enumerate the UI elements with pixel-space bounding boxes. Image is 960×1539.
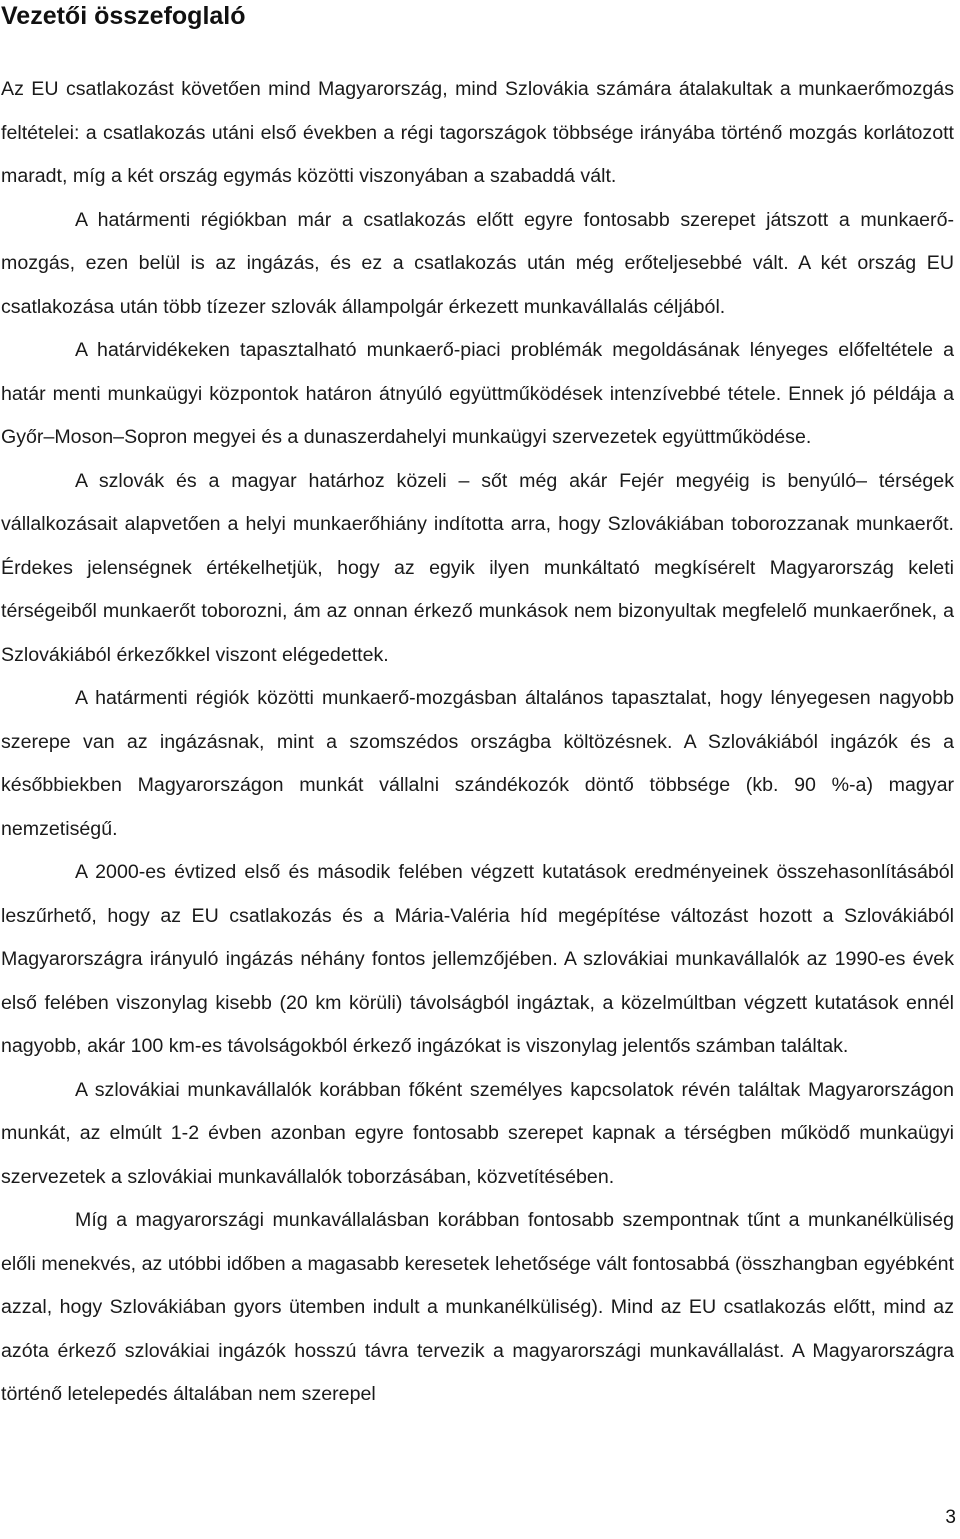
- paragraph: A határmenti régiókban már a csatlakozás előtt egyre fontosabb szerepet játszott a munkaerő-mozgás, ezen belül is az ingázás, és ez a csatlakozás után még erőteljesebbé vált. A két ország EU csatlakozása után több tízezer szlovák állampolgár érkezett munkavállalás céljából.: [1, 208, 954, 318]
- paragraph: Míg a magyarországi munkavállalásban korábban fontosabb szempontnak tűnt a munkanélküliség előli menekvés, az utóbbi időben a magasabb keresetek lehetősége vált fontosabbá (összhangban egyébként azzal, hogy Szlovákiában gyors ütemben indult a munkanélküliség). Mind az EU csatlakozás előtt, mind az azóta érkező szlovákiai ingázók hosszú távra tervezik a magyarországi munkavállalást. A Magyarországra történő letelepedés általában nem szerepel: [1, 1209, 954, 1405]
- page-title: Vezetői összefoglaló: [1, 2, 246, 30]
- paragraph: A 2000-es évtized első és második felében végzett kutatások eredményeinek összehasonlításából leszűrhető, hogy az EU csatlakozás és a Mária-Valéria híd megépítése változást hozott a Szlovákiából Magyarországra irányuló ingázás néhány fontos jellemzőjében. A szlovákiai munkavállalók az 1990-es évek első felében viszonylag kisebb (20 km körüli) távolságból ingáztak, a közelmúltban végzett kutatások ennél nagyobb, akár 100 km-es távolságokból érkező ingázókat is viszonylag jelentős számban találtak.: [1, 861, 954, 1057]
- paragraph: A szlovák és a magyar határhoz közeli – sőt még akár Fejér megyéig is benyúló– térségek vállalkozásait alapvetően a helyi munkaerőhiány indította arra, hogy Szlovákiában toborozzanak munkaerőt. Érdekes jelenségnek értékelhetjük, hogy az egyik ilyen munkáltató megkísérelt Magyarország keleti térségeiből munkaerőt toborozni, ám az onnan érkező munkások nem bizonyultak megfelelő munkaerőnek, a Szlovákiából érkezőkkel viszont elégedettek.: [1, 469, 954, 666]
- paragraph: A határvidékeken tapasztalható munkaerő-piaci problémák megoldásának lényeges előfeltétele a határ menti munkaügyi központok határon átnyúló együttműködések intenzívebbé tétele. Ennek jó példája a Győr–Moson–Sopron megyei és a dunaszerdahelyi munkaügyi szervezetek együttműködése.: [1, 339, 954, 448]
- document-body: [1, 68, 954, 1417]
- paragraph: A határmenti régiók közötti munkaerő-mozgásban általános tapasztalat, hogy lényegesen nagyobb szerepe van az ingázásnak, mint a szomszédos országba költözésnek. A Szlovákiából ingázók és a későbbiekben Magyarországon munkát vállalni szándékozók döntő többsége (kb. 90 %-a) magyar nemzetiségű.: [1, 687, 954, 840]
- paragraph: A szlovákiai munkavállalók korábban főként személyes kapcsolatok révén találtak Magyarországon munkát, az elmúlt 1-2 évben azonban egyre fontosabb szerepet kapnak a térségben működő munkaügyi szervezetek a szlovákiai munkavállalók toborzásában, közvetítésében.: [1, 1078, 954, 1188]
- page-number: 3: [945, 1507, 956, 1528]
- paragraph: Az EU csatlakozást követően mind Magyarország, mind Szlovákia számára átalakultak a munkaerőmozgás feltételei: a csatlakozás utáni első években a régi tagországok többsége irányába történő mozgás korlátozott maradt, míg a két ország egymás közötti viszonyában a szabaddá vált.: [1, 78, 954, 187]
